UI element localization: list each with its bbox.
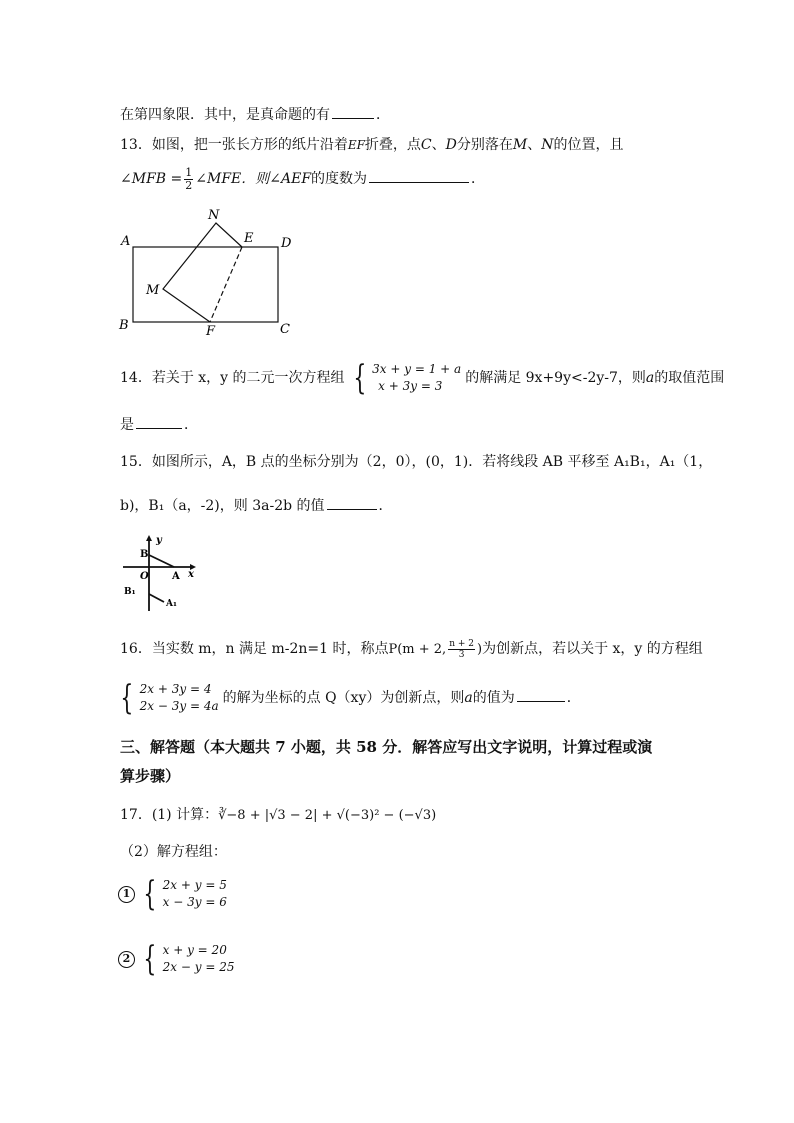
q13-text2: 折叠，点 xyxy=(364,137,421,153)
q13-aef: AEF xyxy=(280,171,312,187)
q16-eq2: 2x − 3y = 4a xyxy=(139,699,219,713)
q14-eq2: x + 3y = 3 xyxy=(378,379,443,393)
q12-end-line: 在第四象限．其中，是真命题的有 ． xyxy=(120,104,390,125)
fold-line-ef xyxy=(210,247,242,322)
brace: { xyxy=(352,358,366,398)
q15-coordinate-figure xyxy=(118,533,198,613)
q14-text3: 的取值范围 xyxy=(654,370,725,386)
q16-a: a xyxy=(464,690,473,706)
system-1 xyxy=(139,874,227,914)
q16-line2: { 2x + 3y = 4 2x − 3y = 4a 的解为坐标的点 Q（xy）为创新点，则a的值为 ． xyxy=(116,680,581,716)
q15-text1: 15．如图所示，A，B 点的坐标分别为（2，0），(0，1)．若将线段 AB 平移至 A₁B₁，A₁（1， xyxy=(120,454,713,470)
section-heading-line2: 算步骤） xyxy=(120,767,181,785)
label-o: O xyxy=(140,571,149,582)
q13-text5: 的度数为 xyxy=(311,171,368,187)
label-b1: B₁ xyxy=(124,587,136,597)
label-b: B xyxy=(119,318,129,333)
frac-denominator: 2 xyxy=(185,178,193,192)
q16-system xyxy=(116,678,219,718)
q13-line1: 13．如图，把一张长方形的纸片沿着EF折叠，点C、D分别落在M、N的位置，且 xyxy=(120,137,624,153)
q17-system1 xyxy=(118,874,231,914)
brace: { xyxy=(143,939,157,979)
q16-text2: 为创新点，若以关于 x，y 的方程组 xyxy=(482,641,703,657)
q13-text4: 的位置，且 xyxy=(553,137,624,153)
q15-line2: b)，B₁（a，-2)，则 3a-2b 的值 ． xyxy=(120,495,393,516)
q17-part1: 17．(1) 计算： xyxy=(120,807,219,823)
q13-c: C xyxy=(420,137,432,153)
q16-text1: 16．当实数 m，n 满足 m-2n=1 时，称点 xyxy=(120,641,389,657)
q16-fraction xyxy=(448,639,475,660)
label-e: E xyxy=(244,231,254,246)
q17-part2: （2）解方程组： xyxy=(120,844,227,860)
sys2-eq1: x + y = 20 xyxy=(162,943,227,957)
q14-text4: 是 xyxy=(120,417,134,433)
sys1-eq1: 2x + y = 5 xyxy=(162,878,227,892)
segment-a1b1 xyxy=(149,594,164,602)
label-b: B xyxy=(140,549,149,560)
frac-denominator: 3 xyxy=(458,649,465,660)
brace: { xyxy=(143,874,157,914)
circled-number-2: 2 xyxy=(118,951,135,968)
q14-text1: 14．若关于 x，y 的二元一次方程组 xyxy=(120,370,345,386)
label-a: A xyxy=(121,234,131,249)
label-f: F xyxy=(206,324,216,339)
q13-fold-figure xyxy=(112,205,312,340)
answer-blank xyxy=(327,495,377,510)
q13-ef: EF xyxy=(347,138,365,152)
system-2 xyxy=(139,939,235,979)
q13-n: N xyxy=(541,137,554,153)
q13-angle-right: ∠MFE．则∠ xyxy=(195,171,281,187)
q13-angle-left: ∠MFB = xyxy=(120,171,183,187)
q14-text2: 的解满足 9x+9y<-2y-7，则 xyxy=(465,370,646,386)
q14-line2: 是 ． xyxy=(120,414,198,435)
q15-line1 xyxy=(120,452,712,472)
sys1-eq2: x − 3y = 6 xyxy=(162,895,227,909)
folded-edge xyxy=(163,223,242,322)
q14-eq1: 3x + y = 1 + a xyxy=(372,362,462,376)
frac-numerator: 1 xyxy=(185,165,193,179)
q14-a: a xyxy=(645,370,655,386)
answer-blank xyxy=(517,687,565,702)
q13-text3: 分别落在 xyxy=(456,137,513,153)
label-d: D xyxy=(281,236,292,251)
q16-point: P(m + 2, xyxy=(388,642,447,657)
label-x: x xyxy=(188,569,194,580)
q14-system xyxy=(349,358,462,398)
y-arrow-icon xyxy=(146,535,152,541)
label-c: C xyxy=(280,322,290,337)
q17-system2 xyxy=(118,939,238,979)
q16-line1 xyxy=(120,636,703,663)
label-m: M xyxy=(146,283,160,298)
segment-ab xyxy=(149,555,174,567)
q13-text1: 13．如图，把一张长方形的纸片沿着 xyxy=(120,137,348,153)
q17-line1 xyxy=(120,805,436,826)
label-n: N xyxy=(208,208,220,223)
sys2-eq2: 2x − y = 25 xyxy=(162,960,235,974)
q16-text3: 的解为坐标的点 Q（xy）为创新点，则 xyxy=(222,690,465,706)
q16-text4: 的值为 xyxy=(472,690,515,706)
q13-fraction xyxy=(184,167,193,192)
label-a: A xyxy=(172,571,180,582)
q13-d: D xyxy=(445,137,457,153)
q12-text: 在第四象限．其中，是真命题的有 xyxy=(120,107,330,123)
label-y: y xyxy=(156,535,162,546)
answer-blank xyxy=(369,168,469,183)
q16-point-close: ) xyxy=(477,642,483,657)
q16-eq1: 2x + 3y = 4 xyxy=(139,682,212,696)
q15-text2: b)，B₁（a，-2)，则 3a-2b 的值 xyxy=(120,498,325,514)
brace: { xyxy=(120,678,134,718)
circled-number-1: 1 xyxy=(118,886,135,903)
frac-numerator: n + 2 xyxy=(449,638,474,649)
q13-line2: ∠MFB = $\frac{1}{2}$ ∠MFE．则∠AEF的度数为 ． xyxy=(120,165,486,192)
label-a1: A₁ xyxy=(166,599,177,609)
q13-m: M xyxy=(512,137,528,153)
answer-blank xyxy=(136,414,182,429)
answer-blank xyxy=(332,104,374,119)
q14-line1 xyxy=(120,360,724,396)
q17-expression: ∛−8 + |√3 − 2| + √(−3)² − (−√3) xyxy=(218,808,437,823)
section-heading-line1: 三、解答题（本大题共 7 小题，共 58 分．解答应写出文字说明，计算过程或演 xyxy=(120,738,653,756)
